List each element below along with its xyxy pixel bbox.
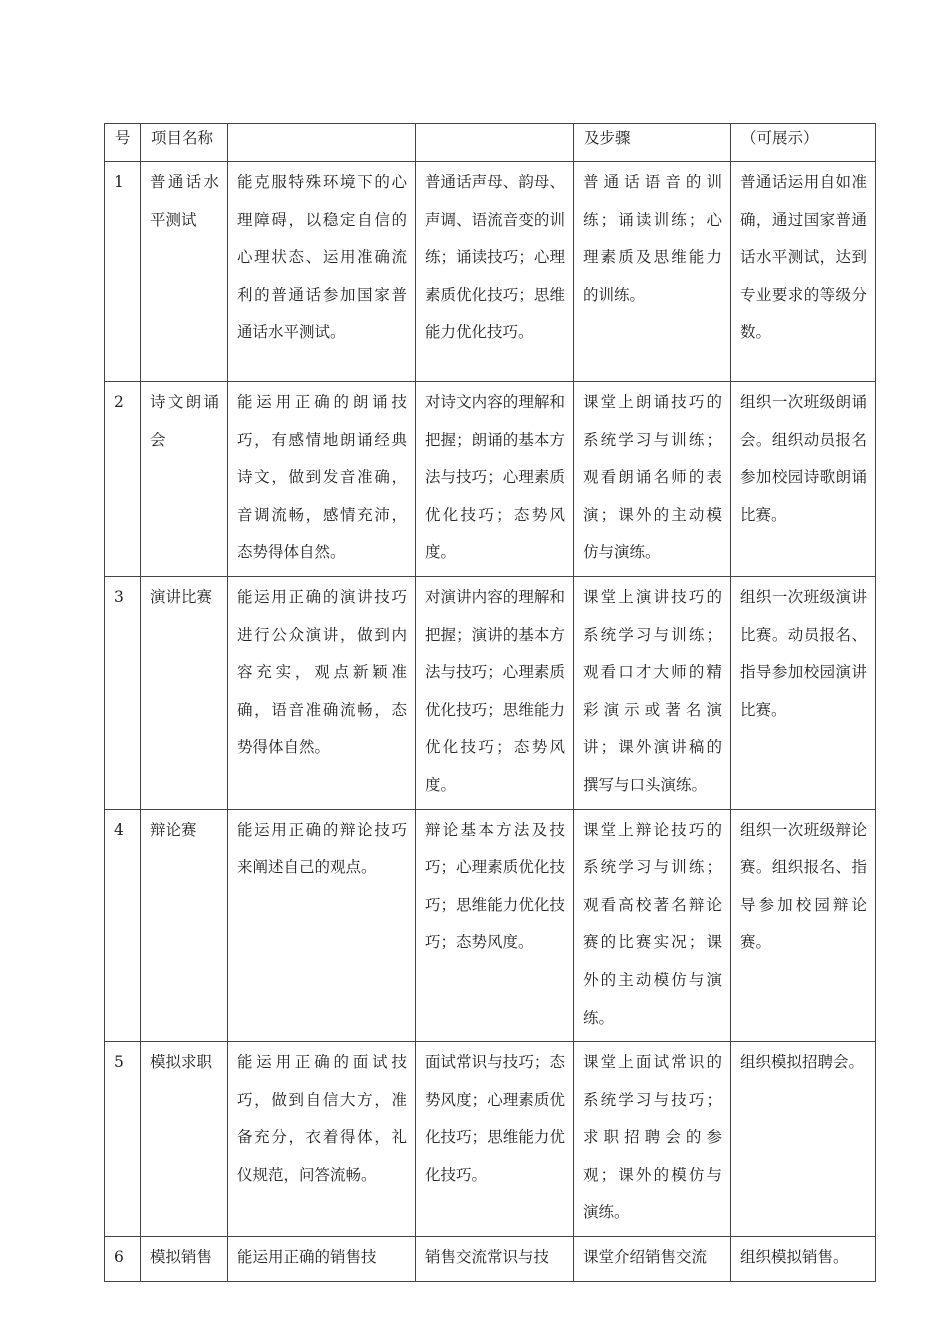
- row-number: 1: [105, 162, 141, 382]
- project-name: 模拟求职: [141, 1042, 228, 1237]
- project-method: 课堂上演讲技巧的系统学习与训练；观看口才大师的精彩演示或著名演讲；课外演讲稿的撰写与口头演练。: [574, 576, 731, 809]
- row-number: 5: [105, 1042, 141, 1237]
- project-result: 普通话运用自如准确，通过国家普通话水平测试，达到专业要求的等级分数。: [731, 162, 876, 382]
- project-content: 销售交流常识与技: [416, 1237, 574, 1282]
- project-method: 课堂介绍销售交流: [574, 1237, 731, 1282]
- project-goal: 能运用正确的辩论技巧来阐述自己的观点。: [228, 809, 416, 1042]
- project-result: 组织一次班级演讲比赛。动员报名、指导参加校园演讲比赛。: [731, 576, 876, 809]
- project-result: 组织模拟招聘会。: [731, 1042, 876, 1237]
- project-method: 课堂上面试常识的系统学习与技巧；求职招聘会的参观；课外的模仿与演练。: [574, 1042, 731, 1237]
- project-result: 组织一次班级朗诵会。组织动员报名参加校园诗歌朗诵比赛。: [731, 382, 876, 577]
- table-row: [105, 162, 876, 382]
- project-goal: 能运用正确的朗诵技巧，有感情地朗诵经典诗文，做到发音准确，音调流畅，感情充沛，态势得体自然。: [228, 382, 416, 577]
- project-name: 辩论赛: [141, 809, 228, 1042]
- header-project-name: 项目名称: [141, 124, 228, 162]
- project-content: 对诗文内容的理解和把握；朗诵的基本方法与技巧；心理素质优化技巧；态势风度。: [416, 382, 574, 577]
- header-result: （可展示）: [731, 124, 876, 162]
- row-number: 6: [105, 1237, 141, 1282]
- project-goal: 能克服特殊环境下的心理障碍，以稳定自信的心理状态、运用准确流利的普通话参加国家普通话水平测试。: [228, 162, 416, 382]
- project-goal: 能运用正确的销售技: [228, 1237, 416, 1282]
- project-method: 课堂上辩论技巧的系统学习与训练；观看高校著名辩论赛的比赛实况；课外的主动模仿与演练。: [574, 809, 731, 1042]
- project-content: 普通话声母、韵母、声调、语流音变的训练；诵读技巧；心理素质优化技巧；思维能力优化技巧。: [416, 162, 574, 382]
- project-content: 面试常识与技巧；态势风度；心理素质优化技巧；思维能力优化技巧。: [416, 1042, 574, 1237]
- header-content: [416, 124, 574, 162]
- table-header-row: [105, 124, 876, 162]
- header-method: 及步骤: [574, 124, 731, 162]
- project-name: 演讲比赛: [141, 576, 228, 809]
- project-goal: 能运用正确的面试技巧，做到自信大方，准备充分，衣着得体，礼仪规范，问答流畅。: [228, 1042, 416, 1237]
- project-name: 模拟销售: [141, 1237, 228, 1282]
- table-row: [105, 1042, 876, 1237]
- project-content: 对演讲内容的理解和把握；演讲的基本方法与技巧；心理素质优化技巧；思维能力优化技巧；态势风度。: [416, 576, 574, 809]
- row-number: 4: [105, 809, 141, 1042]
- project-method: 普通话语音的训练；诵读训练；心理素质及思维能力的训练。: [574, 162, 731, 382]
- header-goal: [228, 124, 416, 162]
- project-table: [104, 123, 876, 1282]
- project-goal: 能运用正确的演讲技巧进行公众演讲，做到内容充实，观点新颖准确，语音准确流畅，态势得体自然。: [228, 576, 416, 809]
- project-name: 诗文朗诵会: [141, 382, 228, 577]
- table-row: [105, 576, 876, 809]
- row-number: 3: [105, 576, 141, 809]
- project-name: 普通话水平测试: [141, 162, 228, 382]
- table-row: [105, 809, 876, 1042]
- project-result: 组织一次班级辩论赛。组织报名、指导参加校园辩论赛。: [731, 809, 876, 1042]
- project-content: 辩论基本方法及技巧；心理素质优化技巧；思维能力优化技巧；态势风度。: [416, 809, 574, 1042]
- header-number: 号: [105, 124, 141, 162]
- table-row: [105, 382, 876, 577]
- project-method: 课堂上朗诵技巧的系统学习与训练；观看朗诵名师的表演；课外的主动模仿与演练。: [574, 382, 731, 577]
- project-result: 组织模拟销售。: [731, 1237, 876, 1282]
- row-number: 2: [105, 382, 141, 577]
- table-row: [105, 1237, 876, 1282]
